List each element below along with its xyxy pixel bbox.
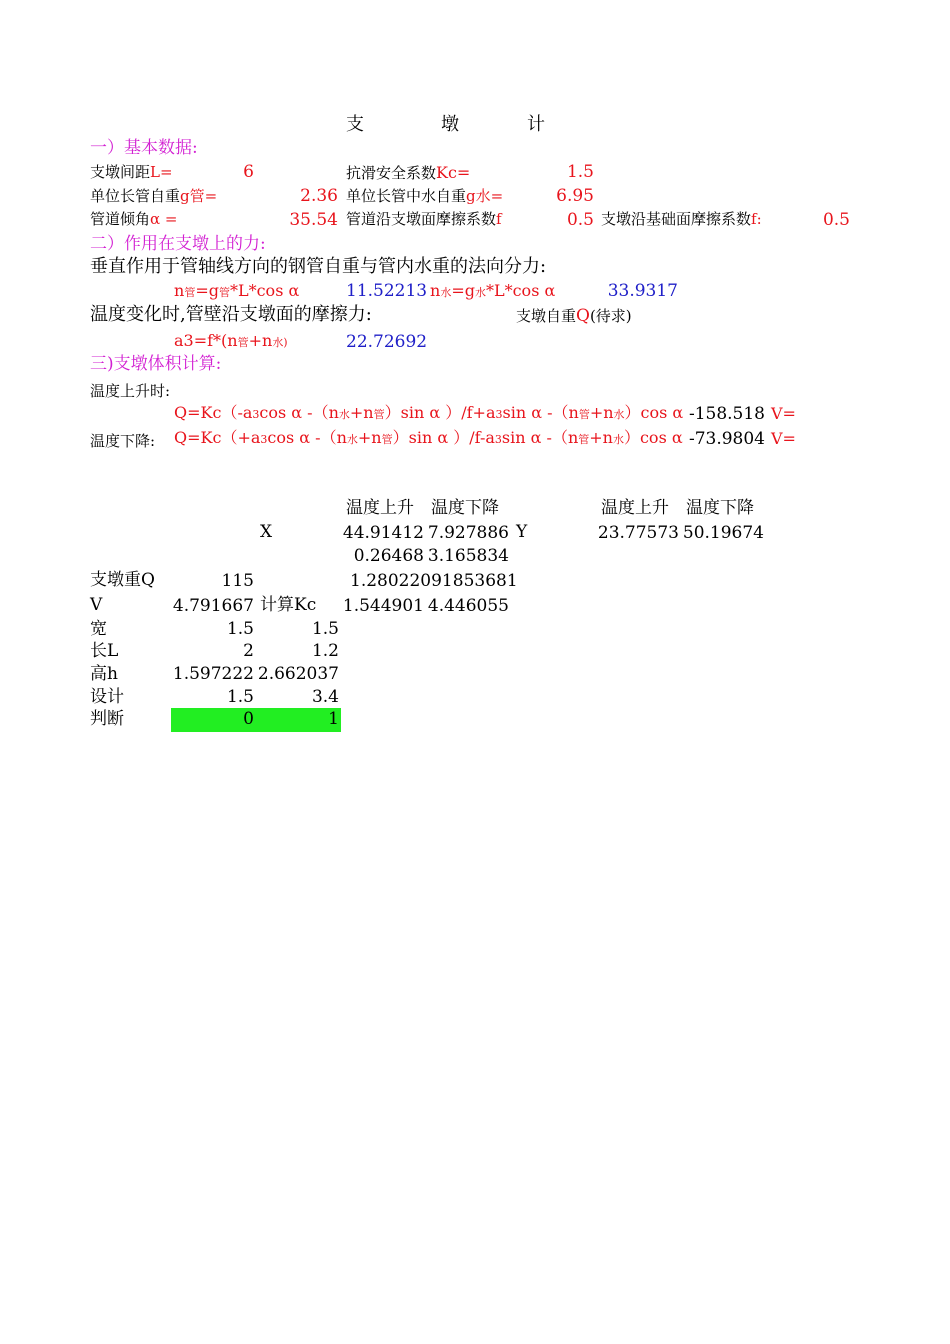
judgement-value-b: 1 — [328, 709, 339, 729]
n-water-value: 33.9317 — [607, 281, 678, 301]
calc-kc-label: 计算Kc — [260, 595, 317, 615]
y-temp-fall: 50.19674 — [682, 523, 764, 543]
temp-fall-v-label: V= — [771, 429, 796, 448]
temp-rise-label: 温度上升时: — [90, 382, 171, 400]
a3-formula: a3=f*(n管+n水) — [174, 331, 288, 350]
pipe-weight-value: 2.36 — [300, 186, 338, 206]
height-label: 高h — [90, 664, 118, 684]
judgement-label: 判断 — [90, 709, 124, 729]
height-value-b: 2.662037 — [257, 664, 339, 684]
x-temp-rise: 44.91412 — [342, 523, 424, 543]
water-weight-value: 6.95 — [556, 186, 594, 206]
n-water-formula: n水=g水*L*cos α — [430, 281, 556, 300]
section-1-heading: 一）基本数据: — [90, 138, 198, 158]
width-label: 宽 — [90, 619, 107, 639]
judgement-value-a: 0 — [243, 709, 254, 729]
temp-fall-formula: Q=Kc（+a3cos α -（n水+n管）sin α ）/f-a3sin α -（n管+n水）cos α — [174, 428, 683, 447]
header-temp-rise: 温度上升 — [346, 498, 414, 518]
x-label: X — [260, 522, 273, 542]
pipe-weight-label: 单位长管自重g管= — [90, 187, 218, 205]
angle-label: 管道倾角α = — [90, 210, 178, 228]
calc-kc-temp-rise: 1.544901 — [342, 596, 424, 616]
height-value-a: 1.597222 — [172, 664, 254, 684]
kc-value: 1.5 — [566, 162, 594, 182]
row3-value: 1.28022091853681 — [350, 571, 518, 591]
spacing-label: 支墩间距L= — [90, 163, 173, 181]
row2-temp-rise: 0.26468 — [353, 546, 424, 566]
title-char-1: 支 — [346, 114, 364, 135]
length-value-a: 2 — [243, 641, 254, 661]
y-temp-rise: 23.77573 — [597, 523, 679, 543]
volume-label: V — [90, 595, 103, 615]
design-value-b: 3.4 — [311, 687, 339, 707]
n-pipe-value: 11.52213 — [346, 281, 428, 301]
y-label: Y — [516, 522, 528, 542]
title-char-2: 墩 — [441, 114, 459, 135]
pier-weight-label: 支墩自重Q(待求) — [516, 306, 632, 326]
temp-rise-formula: Q=Kc（-a3cos α -（n水+n管）sin α ）/f+a3sin α -（n管+n水）cos α — [174, 403, 684, 422]
section-3-heading: 三)支墩体积计算: — [90, 354, 222, 374]
friction-pipe-value: 0.5 — [566, 210, 594, 230]
header-temp-fall: 温度下降 — [431, 498, 499, 518]
friction-description: 温度变化时,管壁沿支墩面的摩擦力: — [90, 304, 372, 325]
temp-fall-result: -73.9804 — [688, 429, 765, 449]
section-2-heading: 二）作用在支墩上的力: — [90, 234, 266, 254]
friction-base-value: 0.5 — [822, 210, 850, 230]
kc-label: 抗滑安全系数Kc= — [346, 163, 471, 182]
temp-rise-result: -158.518 — [688, 404, 765, 424]
pier-weight-q-value: 115 — [221, 571, 254, 591]
volume-value: 4.791667 — [172, 596, 254, 616]
normal-force-description: 垂直作用于管轴线方向的钢管自重与管内水重的法向分力: — [90, 256, 547, 277]
friction-pipe-label: 管道沿支墩面摩擦系数f — [346, 210, 502, 228]
angle-value: 35.54 — [289, 210, 338, 230]
row2-temp-fall: 3.165834 — [427, 546, 509, 566]
calc-kc-temp-fall: 4.446055 — [427, 596, 509, 616]
water-weight-label: 单位长管中水自重g水= — [346, 187, 504, 205]
title-char-3: 计 — [527, 114, 545, 135]
temp-rise-v-label: V= — [771, 404, 796, 423]
width-value-a: 1.5 — [226, 619, 254, 639]
length-value-b: 1.2 — [311, 641, 339, 661]
header-temp-rise-2: 温度上升 — [601, 498, 669, 518]
design-value-a: 1.5 — [226, 687, 254, 707]
design-label: 设计 — [90, 687, 124, 707]
x-temp-fall: 7.927886 — [427, 523, 509, 543]
friction-base-label: 支墩沿基础面摩擦系数f: — [601, 210, 762, 228]
pier-weight-q-label: 支墩重Q — [90, 570, 155, 590]
a3-value: 22.72692 — [346, 332, 428, 352]
n-pipe-formula: n管=g管*L*cos α — [174, 281, 300, 300]
temp-fall-label: 温度下降: — [90, 432, 156, 450]
header-temp-fall-2: 温度下降 — [686, 498, 754, 518]
length-label: 长L — [90, 641, 119, 661]
spacing-value: 6 — [243, 162, 254, 182]
width-value-b: 1.5 — [311, 619, 339, 639]
